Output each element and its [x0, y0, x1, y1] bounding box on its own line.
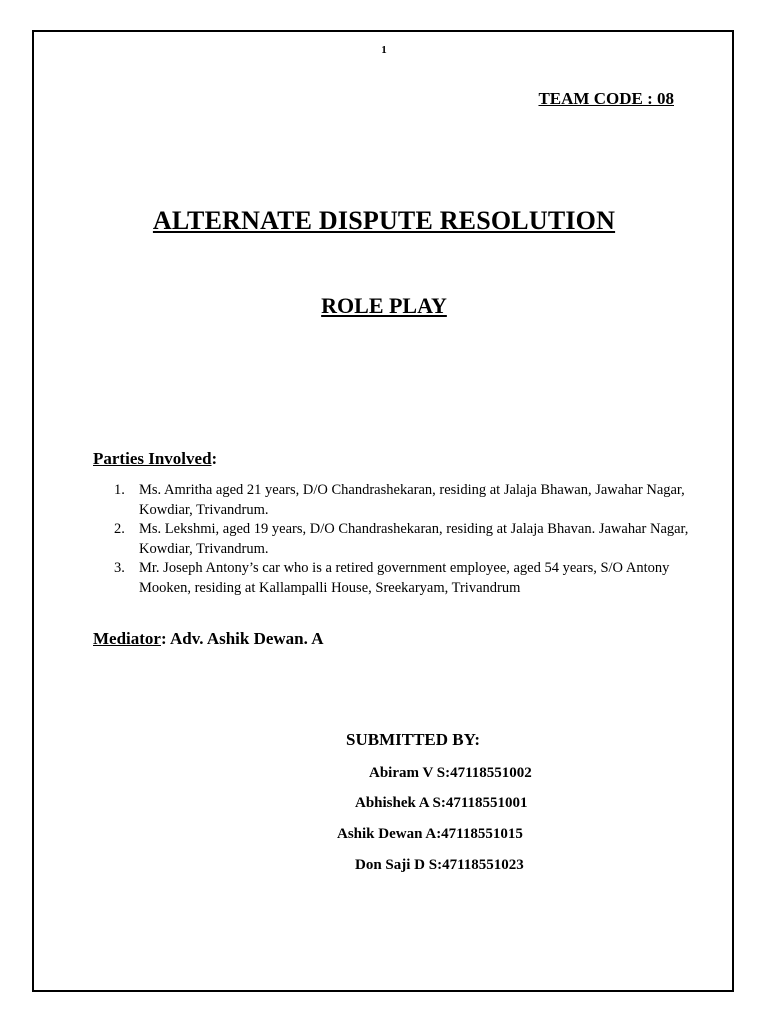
parties-heading — [93, 449, 217, 469]
list-item — [114, 481, 694, 520]
team-member: Abiram V S:47118551002 — [369, 765, 532, 781]
mediator-label: Mediator — [93, 629, 161, 648]
submitted-by-heading: SUBMITTED BY: — [346, 730, 480, 749]
parties-heading-colon: : — [211, 449, 218, 468]
list-item-number: 2. — [114, 521, 125, 537]
list-item-text: Ms. Amritha aged 21 years, D/O Chandrashekaran, residing at Jalaja Bhawan, Jawahar Nagar, Kowdiar, Trivandrum. — [139, 482, 685, 518]
list-item-number: 3. — [114, 560, 125, 576]
parties-list — [114, 481, 694, 598]
parties-heading-label: Parties Involved — [93, 449, 212, 468]
page-title: ALTERNATE DISPUTE RESOLUTION — [152, 206, 616, 235]
list-item — [114, 520, 694, 559]
page-number: 1 — [381, 44, 387, 56]
team-code: TEAM CODE : 08 — [538, 89, 674, 108]
mediator — [93, 629, 323, 649]
list-item — [114, 559, 694, 598]
list-item-number: 1. — [114, 482, 125, 498]
mediator-value: : Adv. Ashik Dewan. A — [160, 629, 324, 648]
team-member: Ashik Dewan A:47118551015 — [337, 826, 523, 842]
page-subtitle: ROLE PLAY — [321, 293, 447, 318]
team-member: Abhishek A S:47118551001 — [355, 795, 528, 811]
team-member: Don Saji D S:47118551023 — [355, 857, 524, 873]
list-item-text: Ms. Lekshmi, aged 19 years, D/O Chandrashekaran, residing at Jalaja Bhavan. Jawahar Nagar, Kowdiar, Trivandrum. — [139, 521, 689, 557]
list-item-text: Mr. Joseph Antony’s car who is a retired government employee, aged 54 years, S/O Antony Mooken, residing at Kallampalli House, Sreekaryam, Trivandrum — [139, 560, 670, 596]
